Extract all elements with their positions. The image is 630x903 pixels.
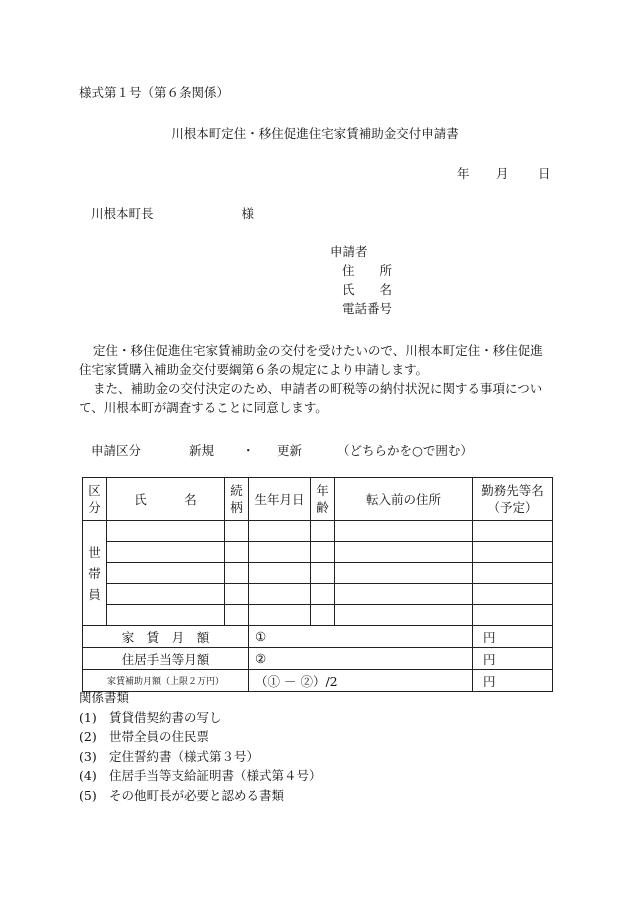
category-separator: ・: [242, 443, 255, 458]
member-name-cell[interactable]: [107, 584, 225, 605]
table-row: [83, 542, 553, 563]
rent-row: [83, 626, 553, 648]
header-age: 年 齢: [311, 478, 335, 521]
applicant-address-label: 住 所: [342, 263, 393, 278]
member-birth-cell[interactable]: [249, 563, 311, 584]
household-table: [82, 477, 553, 692]
member-workplace-cell[interactable]: [473, 521, 553, 542]
member-address-cell[interactable]: [335, 521, 473, 542]
header-relation: 続 柄: [225, 478, 249, 521]
header-birthdate: 生年月日: [249, 478, 311, 521]
date-day-label: 日: [538, 166, 551, 181]
category-option-new[interactable]: 新規: [189, 443, 215, 458]
form-number: 様式第１号（第６条関係）: [79, 85, 230, 100]
housing-allowance-label: 住居手当等月額: [83, 648, 249, 670]
applicant-heading: 申請者: [330, 244, 368, 259]
subsidy-label: 家賃補助月額（上限２万円）: [83, 670, 249, 692]
member-address-cell[interactable]: [335, 542, 473, 563]
date-year-label: 年: [457, 166, 470, 181]
table-row: [83, 584, 553, 605]
member-relation-cell[interactable]: [225, 584, 249, 605]
member-relation-cell[interactable]: [225, 521, 249, 542]
housing-allowance-value[interactable]: ②: [249, 648, 473, 670]
member-address-cell[interactable]: [335, 605, 473, 626]
document-title: 川根本町定住・移住促進住宅家賃補助金交付申請書: [171, 126, 459, 141]
housing-allowance-row: [83, 648, 553, 670]
addressee-suffix: 様: [241, 206, 255, 221]
header-previous-address: 転入前の住所: [335, 478, 473, 521]
documents-heading: 関係書類: [79, 690, 130, 705]
rent-label: 家 賃 月 額: [83, 626, 249, 648]
header-name: 氏 名: [107, 478, 225, 521]
member-name-cell[interactable]: [107, 563, 225, 584]
subsidy-value[interactable]: （① － ②）/2: [249, 670, 473, 692]
member-workplace-cell[interactable]: [473, 584, 553, 605]
member-relation-cell[interactable]: [225, 563, 249, 584]
table-header-row: [83, 478, 553, 521]
header-workplace: 勤務先等名 （予定）: [473, 478, 553, 521]
rent-value[interactable]: ①: [249, 626, 473, 648]
member-age-cell[interactable]: [311, 521, 335, 542]
member-name-cell[interactable]: [107, 521, 225, 542]
applicant-block: [330, 242, 392, 318]
rent-unit: 円: [473, 626, 553, 648]
member-age-cell[interactable]: [311, 563, 335, 584]
category-label: 申請区分: [91, 443, 142, 458]
date-line: [457, 164, 551, 182]
member-relation-cell[interactable]: [225, 542, 249, 563]
list-item: (4) 住居手当等支給証明書（様式第４号）: [79, 768, 322, 784]
list-item: (5) その他町長が必要と認める書類: [79, 787, 285, 803]
category-option-renew[interactable]: 更新: [277, 443, 303, 458]
member-birth-cell[interactable]: [249, 584, 311, 605]
subsidy-unit: 円: [473, 670, 553, 692]
table-row: [83, 563, 553, 584]
member-age-cell[interactable]: [311, 542, 335, 563]
body-paragraph-1: 定住・移住促進住宅家賃補助金の交付を受けたいので、川根本町定住・移住促進住宅家賃購入補助金交付要綱第６条の規定により申請します。: [79, 343, 543, 377]
date-month-label: 月: [496, 166, 509, 181]
member-age-cell[interactable]: [311, 605, 335, 626]
member-workplace-cell[interactable]: [473, 563, 553, 584]
addressee-name: 川根本町長: [91, 206, 154, 221]
list-item: (1) 賃貸借契約書の写し: [79, 709, 222, 725]
applicant-phone-label: 電話番号: [342, 301, 393, 316]
application-category: [91, 441, 473, 459]
housing-allowance-unit: 円: [473, 648, 553, 670]
member-address-cell[interactable]: [335, 584, 473, 605]
list-item: (3) 定住誓約書（様式第３号）: [79, 748, 260, 764]
header-kubun: 区 分: [83, 478, 107, 521]
member-workplace-cell[interactable]: [473, 542, 553, 563]
body-text: [79, 341, 549, 417]
member-relation-cell[interactable]: [225, 605, 249, 626]
member-workplace-cell[interactable]: [473, 605, 553, 626]
member-name-cell[interactable]: [107, 542, 225, 563]
table-row: [83, 521, 553, 542]
member-birth-cell[interactable]: [249, 605, 311, 626]
related-documents: [79, 688, 322, 806]
member-age-cell[interactable]: [311, 584, 335, 605]
member-name-cell[interactable]: [107, 605, 225, 626]
member-birth-cell[interactable]: [249, 542, 311, 563]
member-address-cell[interactable]: [335, 563, 473, 584]
list-item: (2) 世帯全員の住民票: [79, 729, 210, 745]
body-paragraph-2: また、補助金の交付決定のため、申請者の町税等の納付状況に関する事項について、川根本町が調査することに同意します。: [79, 381, 543, 415]
applicant-name-label: 氏 名: [342, 282, 393, 297]
category-note: （どちらかを○で囲む）: [337, 443, 473, 458]
member-birth-cell[interactable]: [249, 521, 311, 542]
addressee: [91, 204, 254, 222]
household-label: 世 帯 員: [83, 521, 107, 626]
table-row: [83, 605, 553, 626]
